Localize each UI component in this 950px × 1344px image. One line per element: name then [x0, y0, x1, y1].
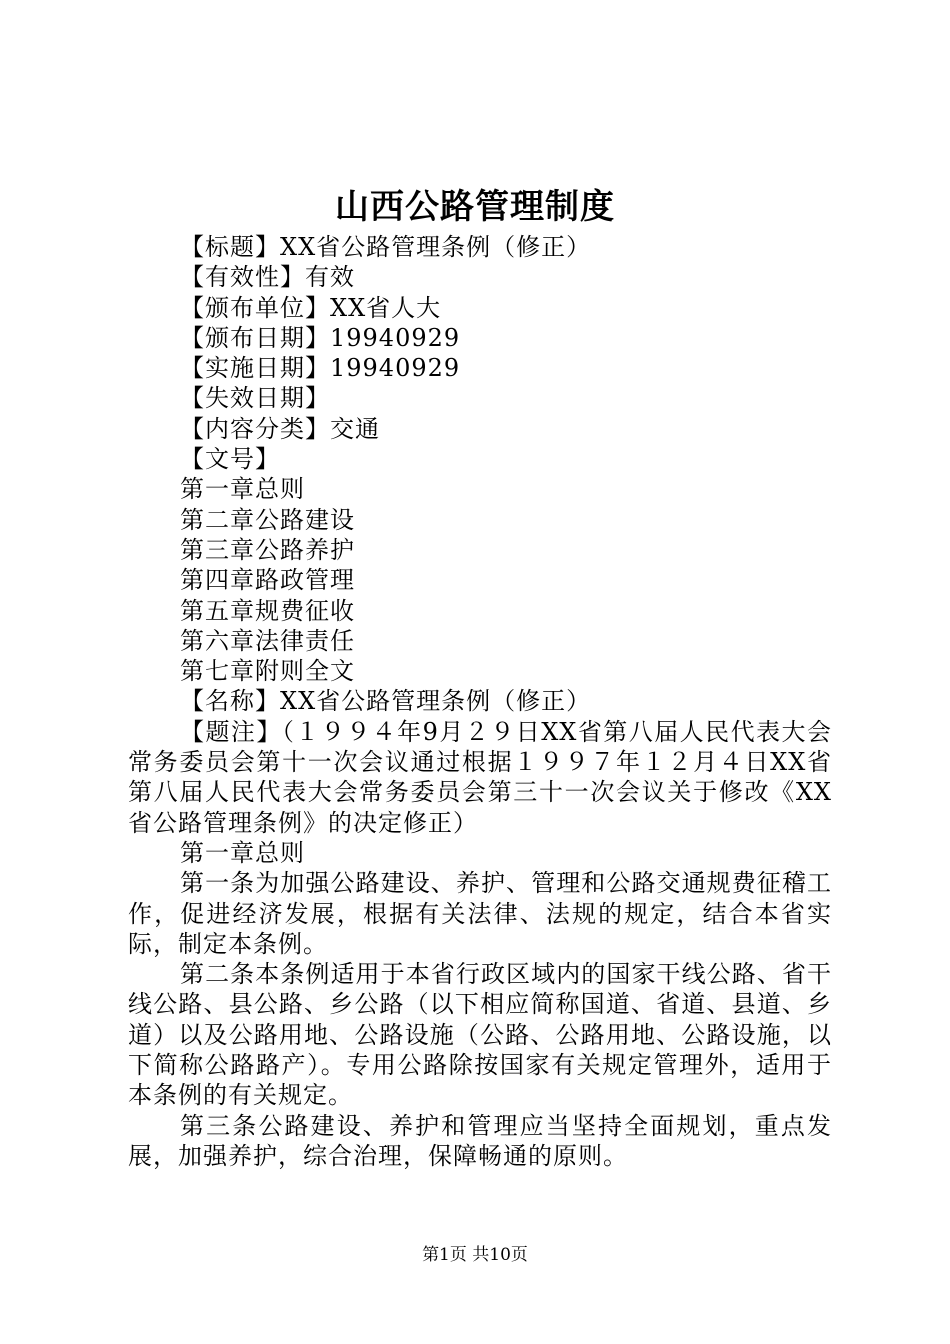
- meta-expiry-date: 【失效日期】: [180, 384, 330, 413]
- chapter-list-item: 第五章规费征收: [180, 596, 355, 625]
- chapter-list-item: 第二章公路建设: [180, 505, 355, 534]
- chapter-list-item: 第六章法律责任: [180, 626, 355, 655]
- meta-category: 【内容分类】交通: [180, 414, 380, 443]
- title-note: 【题注】（１９９４年9月２９日XX省第八届人民代表大会常务委员会第十一次会议通过根据１９９７年１２月４日XX省第八届人民代表大会常务委员会第三十一次会议关于修改《XX省公路管理条例》的决定修正）: [128, 717, 832, 837]
- meta-effective-date: 【实施日期】19940929: [180, 354, 461, 383]
- article-paragraph: 第二条本条例适用于本省行政区域内的国家干线公路、省干线公路、县公路、乡公路（以下相应简称国道、省道、县道、乡道）以及公路用地、公路设施（公路、公路用地、公路设施，以下简称公路路产）。专用公路除按国家有关规定管理外，适用于本条例的有关规定。: [128, 960, 832, 1110]
- meta-issuer: 【颁布单位】XX省人大: [180, 293, 442, 322]
- meta-validity: 【有效性】有效: [180, 263, 355, 292]
- meta-doc-number: 【文号】: [180, 445, 280, 474]
- chapter-list-item: 第三章公路养护: [180, 535, 355, 564]
- name-line: 【名称】XX省公路管理条例（修正）: [180, 687, 592, 716]
- document-body: [128, 232, 832, 1171]
- chapter-heading: 第一章总则: [180, 838, 305, 867]
- page-footer: 第1页 共10页: [422, 1245, 528, 1265]
- chapter-list-item: 第七章附则全文: [180, 657, 355, 686]
- meta-title: 【标题】XX省公路管理条例（修正）: [180, 233, 592, 261]
- meta-issue-date: 【颁布日期】19940929: [180, 323, 461, 352]
- chapter-list-item: 第四章路政管理: [180, 566, 355, 595]
- chapter-list-item: 第一章总则: [180, 475, 305, 504]
- article-paragraph: 第一条为加强公路建设、养护、管理和公路交通规费征稽工作，促进经济发展，根据有关法律、法规的规定，结合本省实际，制定本条例。: [128, 869, 832, 958]
- article-paragraph: 第三条公路建设、养护和管理应当坚持全面规划，重点发展，加强养护，综合治理，保障畅通的原则。: [128, 1111, 832, 1170]
- document-title: 山西公路管理制度: [335, 187, 615, 227]
